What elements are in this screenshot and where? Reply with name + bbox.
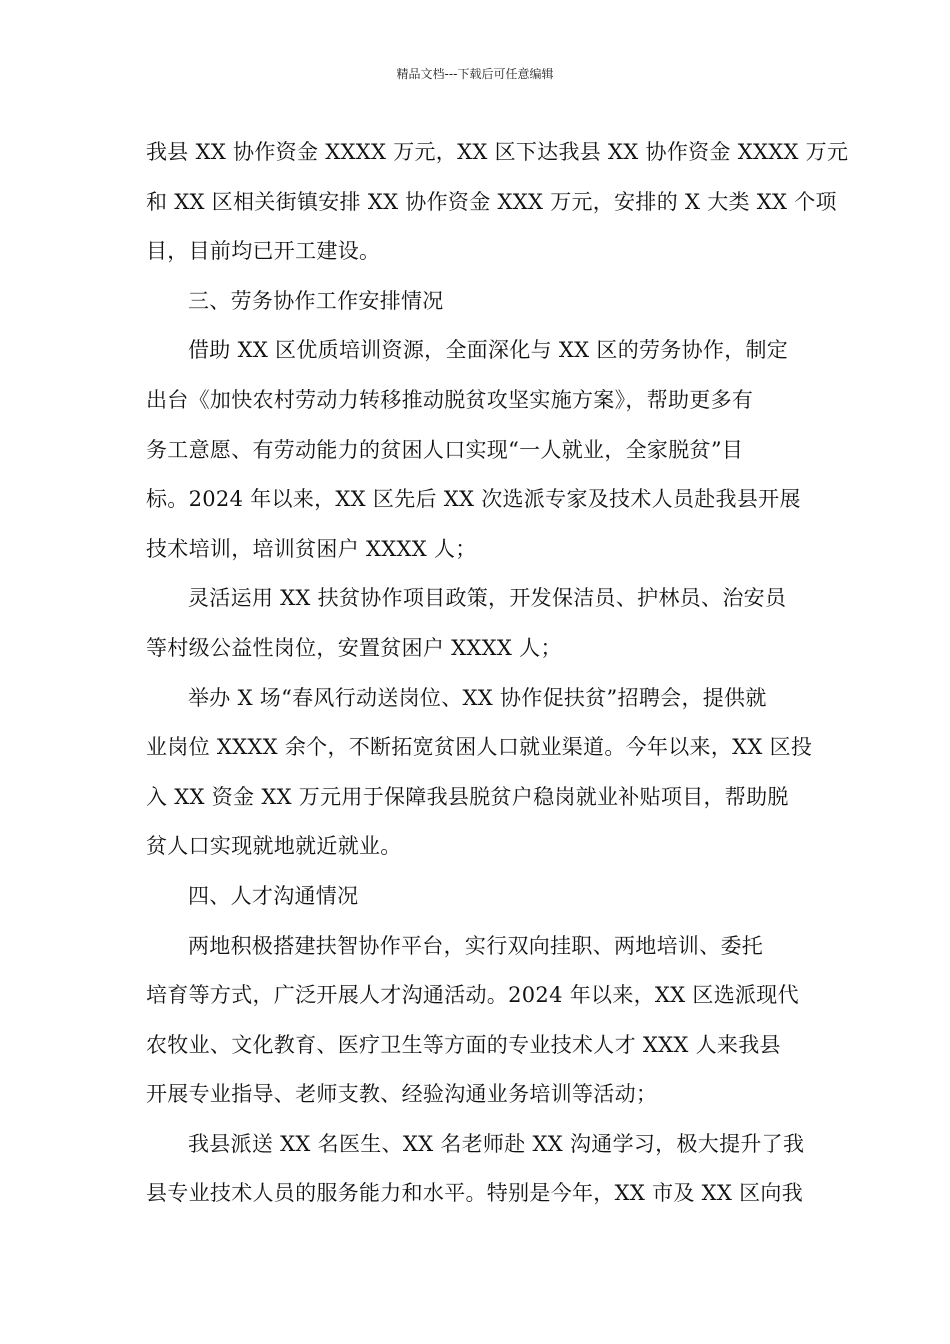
text-line: 等村级公益性岗位，安置贫困户 XXXX 人； [146,635,562,660]
text-line: 借助 XX 区优质培训资源，全面深化与 XX 区的劳务协作，制定 [188,338,789,363]
text-line: 务工意愿、有劳动能力的贫困人口实现“一人就业，全家脱贫”目 [146,437,744,462]
text-line: 举办 X 场“春风行动送岗位、XX 协作促扶贫”招聘会，提供就 [188,685,767,710]
text-line: 我县派送 XX 名医生、XX 名老师赴 XX 沟通学习，极大提升了我 [188,1131,805,1156]
text-line: 我县 XX 协作资金 XXXX 万元，XX 区下达我县 XX 协作资金 XXXX 万元 [146,140,849,164]
text-line: 和 XX 区相关街镇安排 XX 协作资金 XXX 万元，安排的 X 大类 XX 个项 [146,189,837,214]
text-line: 贫人口实现就地就近就业。 [146,834,402,859]
text-line: 标。2024 年以来，XX 区先后 XX 次选派专家及技术人员赴我县开展 [146,487,801,512]
text-line: 业岗位 XXXX 余个，不断拓宽贫困人口就业渠道。今年以来，XX 区投 [146,735,813,760]
text-line: 培育等方式，广泛开展人才沟通活动。2024 年以来，XX 区选派现代 [146,983,799,1008]
text-line: 目，目前均已开工建设。 [146,239,381,264]
page-header: 精品文档---下载后可任意编辑 [396,67,554,81]
text-line: 开展专业指导、老师支教、经验沟通业务培训等活动； [146,1082,658,1107]
section-heading-3: 三、劳务协作工作安排情况 [188,288,444,313]
text-line: 出台《加快农村劳动力转移推动脱贫攻坚实施方案》，帮助更多有 [146,387,754,412]
section-heading-4: 四、人才沟通情况 [188,883,359,908]
text-line: 技术培训，培训贫困户 XXXX 人； [146,536,477,561]
text-line: 农牧业、文化教育、医疗卫生等方面的专业技术人才 XXX 人来我县 [146,1032,781,1057]
text-line: 入 XX 资金 XX 万元用于保障我县脱贫户稳岗就业补贴项目，帮助脱 [146,784,789,809]
text-line: 灵活运用 XX 扶贫协作项目政策，开发保洁员、护林员、治安员 [188,586,787,611]
document-body [146,128,849,1219]
text-line: 县专业技术人员的服务能力和水平。特别是今年，XX 市及 XX 区向我 [146,1181,804,1206]
text-line: 两地积极搭建扶智协作平台，实行双向挂职、两地培训、委托 [188,933,764,958]
